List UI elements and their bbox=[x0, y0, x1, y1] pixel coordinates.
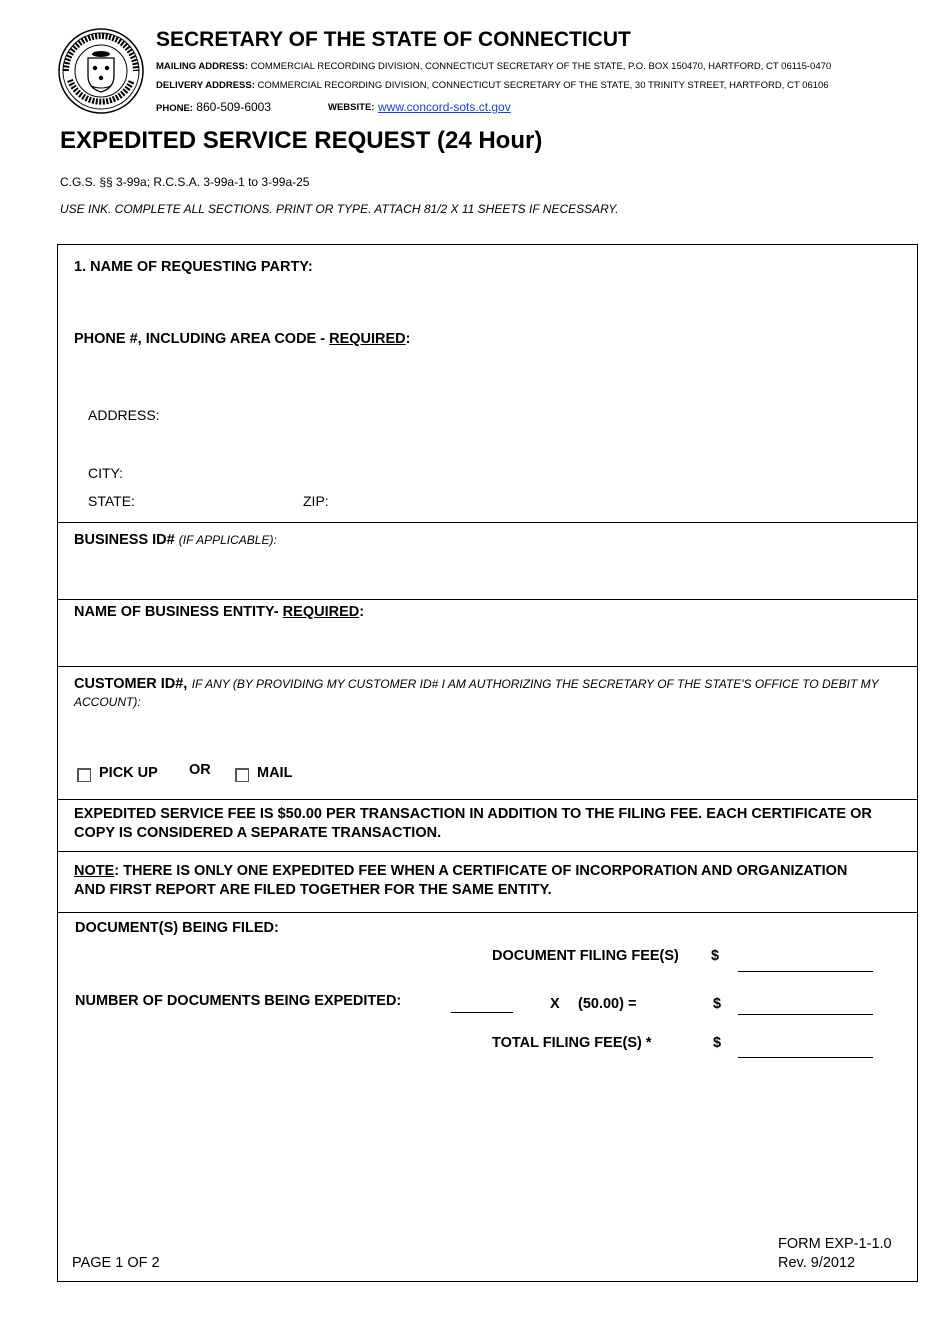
note-block bbox=[74, 862, 874, 900]
page-number: PAGE 1 OF 2 bbox=[72, 1255, 160, 1271]
address-label: ADDRESS: bbox=[88, 407, 160, 423]
form-box bbox=[57, 244, 918, 1282]
form-number: FORM EXP-1-1.0 bbox=[778, 1236, 892, 1252]
business-id-label: BUSINESS ID# bbox=[74, 532, 175, 548]
or-label: OR bbox=[189, 762, 211, 778]
form-instructions: USE INK. COMPLETE ALL SECTIONS. PRINT OR TYPE. ATTACH 81/2 X 11 SHEETS IF NECESSARY. bbox=[60, 202, 619, 216]
phone-number: 860-509-6003 bbox=[196, 100, 272, 114]
business-id-note: (IF APPLICABLE): bbox=[178, 533, 277, 547]
form-title: EXPEDITED SERVICE REQUEST (24 Hour) bbox=[60, 127, 543, 154]
agency-title: SECRETARY OF THE STATE OF CONNECTICUT bbox=[156, 28, 631, 51]
business-entity-label: NAME OF BUSINESS ENTITY- bbox=[74, 604, 283, 620]
note-text: : THERE IS ONLY ONE EXPEDITED FEE WHEN A CERTIFICATE OF INCORPORATION AND ORGANIZATION AND FIRST REPORT ARE FILED TOGETHER FOR THE SAME ENTITY. bbox=[74, 863, 848, 898]
zip-label: ZIP: bbox=[303, 493, 329, 509]
currency-symbol: $ bbox=[711, 948, 720, 964]
delivery-address-line bbox=[156, 80, 829, 91]
customer-id-note: IF ANY (BY PROVIDING MY CUSTOMER ID# I AM AUTHORIZING THE SECRETARY OF THE STATE'S OFFICE TO DEBIT MY ACCOUNT): bbox=[74, 677, 879, 709]
documents-filed-label: DOCUMENT(S) BEING FILED: bbox=[75, 920, 279, 936]
documents-count-label: NUMBER OF DOCUMENTS BEING EXPEDITED: bbox=[75, 993, 402, 1009]
divider bbox=[57, 912, 918, 913]
form-revision: Rev. 9/2012 bbox=[778, 1255, 856, 1271]
expedite-fee-input[interactable] bbox=[738, 1014, 873, 1015]
divider bbox=[57, 799, 918, 800]
customer-id-row bbox=[74, 675, 894, 711]
phone-field-label: PHONE #, INCLUDING AREA CODE - bbox=[74, 331, 330, 347]
business-id-row bbox=[74, 532, 277, 548]
requesting-party-name-label: 1. NAME OF REQUESTING PARTY: bbox=[74, 259, 313, 275]
delivery-address-label: DELIVERY ADDRESS: bbox=[156, 80, 255, 91]
divider bbox=[57, 851, 918, 852]
colon: : bbox=[405, 331, 411, 347]
divider bbox=[57, 599, 918, 600]
delivery-address: COMMERCIAL RECORDING DIVISION, CONNECTICUT SECRETARY OF THE STATE, 30 TRINITY STREET, HARTFORD, CT 06106 bbox=[257, 80, 829, 91]
pickup-checkbox[interactable] bbox=[77, 768, 91, 782]
divider bbox=[57, 522, 918, 523]
state-seal-icon bbox=[58, 28, 144, 114]
statute-reference: C.G.S. §§ 3-99a; R.C.S.A. 3-99a-1 to 3-99a-25 bbox=[60, 175, 310, 189]
fee-notice: EXPEDITED SERVICE FEE IS $50.00 PER TRANSACTION IN ADDITION TO THE FILING FEE. EACH CERTIFICATE OR COPY IS CONSIDERED A SEPARATE TRANSACTION. bbox=[74, 806, 872, 841]
required-marker: REQUIRED bbox=[329, 331, 406, 347]
required-marker: REQUIRED bbox=[282, 604, 360, 620]
mail-label: MAIL bbox=[257, 765, 293, 781]
filing-fee-input[interactable] bbox=[738, 971, 873, 972]
expedite-rate: (50.00) = bbox=[578, 996, 637, 1012]
note-label: NOTE bbox=[74, 863, 115, 879]
mailing-address: COMMERCIAL RECORDING DIVISION, CONNECTICUT SECRETARY OF THE STATE, P.O. BOX 150470, HARTFORD, CT 06115-0470 bbox=[250, 61, 832, 72]
state-label: STATE: bbox=[88, 493, 135, 509]
business-entity-row bbox=[74, 604, 364, 620]
documents-count-input[interactable] bbox=[451, 1012, 513, 1013]
mailing-address-line bbox=[156, 61, 831, 72]
divider bbox=[57, 666, 918, 667]
city-label: CITY: bbox=[88, 465, 124, 481]
document-filing-fee-label: DOCUMENT FILING FEE(S) bbox=[492, 948, 679, 964]
phone-label-row bbox=[74, 331, 411, 347]
multiplier-symbol: X bbox=[550, 996, 560, 1012]
mailing-address-label: MAILING ADDRESS: bbox=[156, 61, 249, 72]
currency-symbol: $ bbox=[713, 996, 722, 1012]
website-label: WEBSITE: bbox=[328, 102, 375, 113]
mail-checkbox[interactable] bbox=[235, 768, 249, 782]
colon: : bbox=[359, 604, 365, 620]
pickup-label: PICK UP bbox=[99, 765, 158, 781]
phone-label: PHONE: bbox=[156, 103, 193, 114]
currency-symbol: $ bbox=[713, 1035, 722, 1051]
website-link[interactable]: www.concord-sots.ct.gov bbox=[378, 100, 511, 114]
total-filing-fee-label: TOTAL FILING FEE(S) * bbox=[492, 1035, 652, 1051]
total-fee-input[interactable] bbox=[738, 1057, 873, 1058]
contact-line bbox=[156, 100, 556, 116]
customer-id-label: CUSTOMER ID#, bbox=[74, 676, 188, 692]
